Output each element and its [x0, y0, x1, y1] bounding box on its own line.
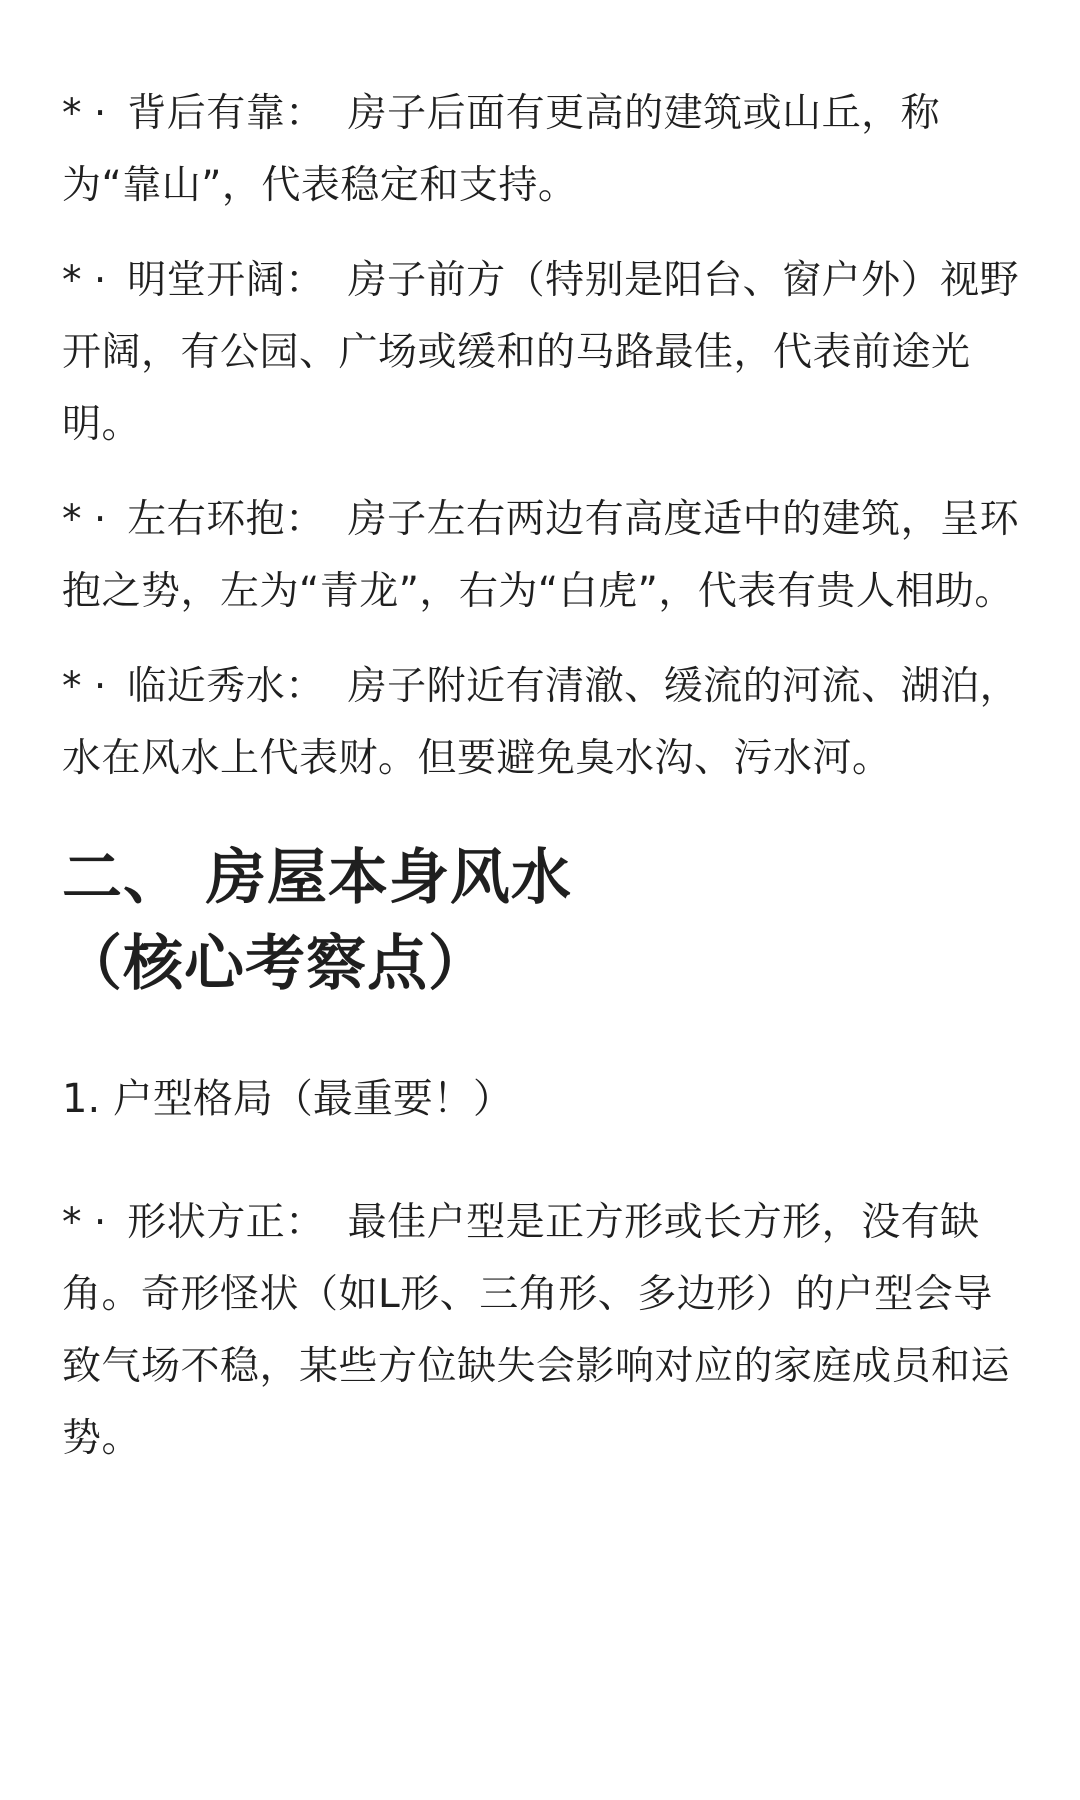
list-item-back-support	[62, 78, 1032, 222]
bullet-marker: * ·	[62, 1200, 107, 1245]
list-item-near-water	[62, 651, 1032, 795]
list-item-open-front	[62, 245, 1032, 461]
section-heading-line2: （核心考察点）	[62, 929, 489, 999]
item-label: 明堂开阔：	[127, 258, 325, 303]
subsection-heading: 1. 户型格局（最重要！）	[62, 1076, 513, 1122]
list-item-shape	[62, 1187, 1032, 1475]
list-item-side-embrace	[62, 484, 1032, 628]
section-heading	[62, 835, 1032, 1007]
section-heading-line1: 二、 房屋本身风水	[62, 843, 572, 913]
item-label: 左右环抱：	[127, 497, 325, 542]
item-text: 房子后面有更高的建筑或山丘，称为“靠山”，代表稳定和支持。	[62, 91, 941, 208]
item-text: 房子附近有清澈、缓流的河流、湖泊，水在风水上代表财。但要避免臭水沟、污水河。	[62, 664, 1020, 781]
item-label: 形状方正：	[127, 1200, 325, 1245]
item-label: 临近秀水：	[127, 664, 325, 709]
item-text: 房子左右两边有高度适中的建筑，呈环抱之势，左为“青龙”，右为“白虎”，代表有贵人相助。	[62, 497, 1020, 614]
article-body	[62, 78, 1032, 1498]
bullet-marker: * ·	[62, 497, 107, 542]
bullet-marker: * ·	[62, 664, 107, 709]
item-text: 房子前方（特别是阳台、窗户外）视野开阔，有公园、广场或缓和的马路最佳，代表前途光明。	[62, 258, 1020, 447]
item-text: 最佳户型是正方形或长方形，没有缺角。奇形怪状（如L形、三角形、多边形）的户型会导致气场不稳，某些方位缺失会影响对应的家庭成员和运势。	[62, 1200, 1011, 1461]
bullet-marker: * ·	[62, 91, 107, 136]
item-label: 背后有靠：	[127, 91, 325, 136]
bullet-marker: * ·	[62, 258, 107, 303]
